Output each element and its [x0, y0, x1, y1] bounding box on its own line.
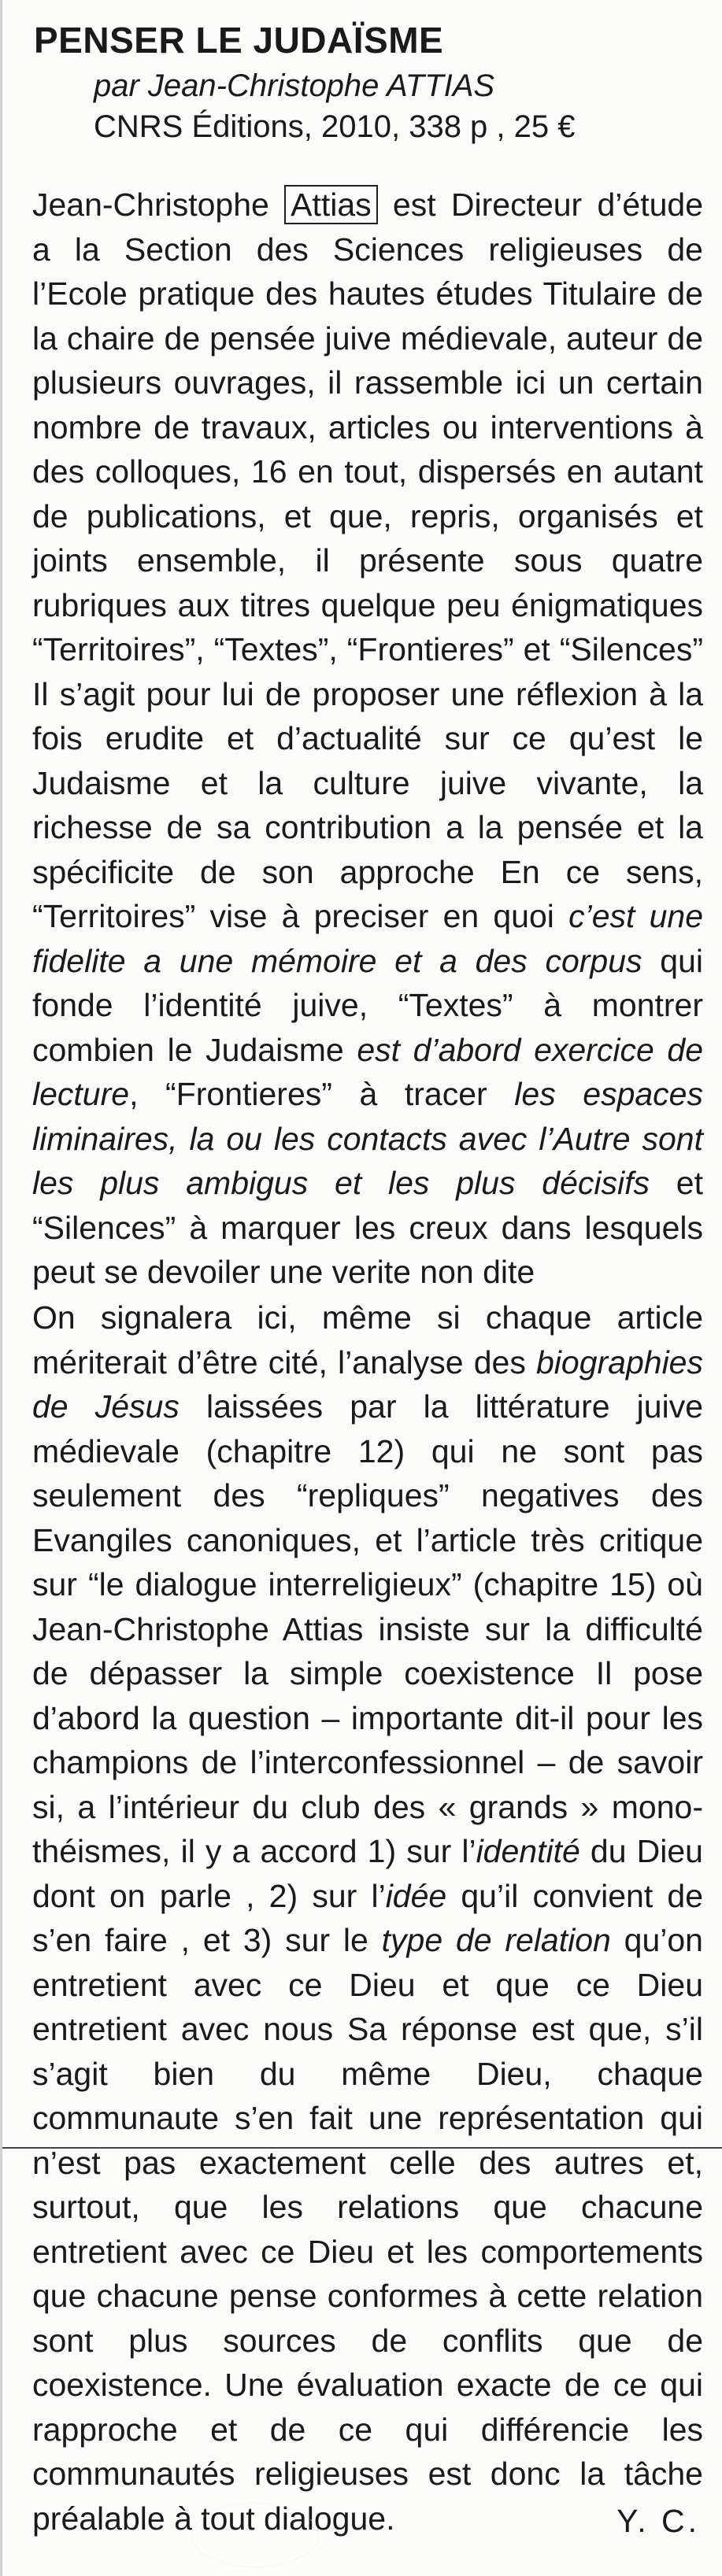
review-paragraph-1 [32, 183, 703, 1295]
text-run: laissées par la littérature juive médievale (chapitre 12) qui ne sont pas seulement des “repliques” negatives des Evangiles canoniques, et l’article très critique sur “le dialogue interreligieux” (chapitre 15) où Jean-Christophe Attias insiste sur la difficulté de dépasser la simple coexistence Il pose d’abord la question – importante dit-il pour les champions de l’interconfessionnel – de savoir si, a l’intérieur du club des « grands » monothéismes, il y a accord 1) sur l’ [32, 1388, 703, 1869]
italic-run: type de relation [381, 1922, 611, 1958]
book-publisher: CNRS Éditions, 2010, 338 p , 25 € [94, 109, 576, 144]
italic-run: idée [385, 1877, 447, 1914]
text-run: est Directeur d’étude a la Section des Sciences religieuses de l’Ecole pratique des hautes études Titulaire de la chaire de pensée juive médievale, auteur de plusieurs ouvrages, il rassemble ici un certain nombre de travaux, articles ou interventions à des colloques, 16 en tout, dispersés en autant de publications, et que, repris, organisés et joints ensemble, il présente sous quatre rubriques aux titres quelque peu énigmatiques “Territoires”, “Textes”, “Frontieres” et “Silences” Il s’agit pour lui de proposer une réflexion à la fois erudite et d’actualité sur ce qu’est le Judaisme et la culture juive vivante, la richesse de sa contribution a la pensée et la spécificite de son approche En ce sens, “Territoires” vise à preciser en quoi [32, 187, 703, 934]
scan-fold-line [2, 2147, 722, 2149]
reviewer-signature: Y. C. [616, 2503, 700, 2539]
text-run: On signalera ici, même si chaque article mériterait d’être cité, l’analyse des [32, 1299, 703, 1380]
italic-run: biographies de Jésus [32, 1343, 703, 1425]
review-paragraph-2 [32, 1295, 703, 2541]
faint-stamp-mark [191, 2503, 319, 2567]
book-title: PENSER LE JUDAÏSME [34, 20, 444, 61]
text-run: du Dieu dont on parle , 2) sur l’ [32, 1833, 703, 1914]
text-run: qu’on entretient avec ce Dieu et que ce Dieu entretient avec nous Sa réponse est que, s’il s’agit bien du même Dieu, chaque communaute s’en fait une représentation qui n’est pas exactement celle des autres et, surtout, que les relations que chacune entretient avec ce Dieu et les comportements que chacune pense conformes à cette relation sont plus sources de conflits que de coexistence. Une évaluation exacte de ce qui rapproche et de ce qui différencie les communautés religieuses est donc la tâche préalable à tout dialogue. [32, 1922, 703, 2537]
text-run: Jean-Christophe [32, 187, 285, 223]
italic-run: les espaces liminaires, la ou les contacts avec l’Autre sont les plus ambigus et les plus décisifs [32, 1076, 703, 1201]
text-run: et “Silences” à marquer les creux dans lesquels peut se devoiler une verite non dite [32, 1165, 703, 1290]
text-run: qu’il convient de s’en faire , et 3) sur le [32, 1877, 703, 1958]
highlighted-name: Attias [284, 185, 378, 224]
text-run: qui fonde l’identité juive, “Textes” à montrer combien le Judaisme [32, 942, 703, 1068]
italic-run: est d’abord exercice de lecture [32, 1031, 703, 1112]
italic-run: c’est une fidelite a une mémoire et a des corpus [32, 898, 703, 979]
italic-run: identité [476, 1833, 580, 1869]
text-run: , “Frontieres” à tracer [129, 1076, 515, 1112]
book-header [34, 17, 695, 146]
book-author: par Jean-Christophe ATTIAS [94, 68, 495, 103]
